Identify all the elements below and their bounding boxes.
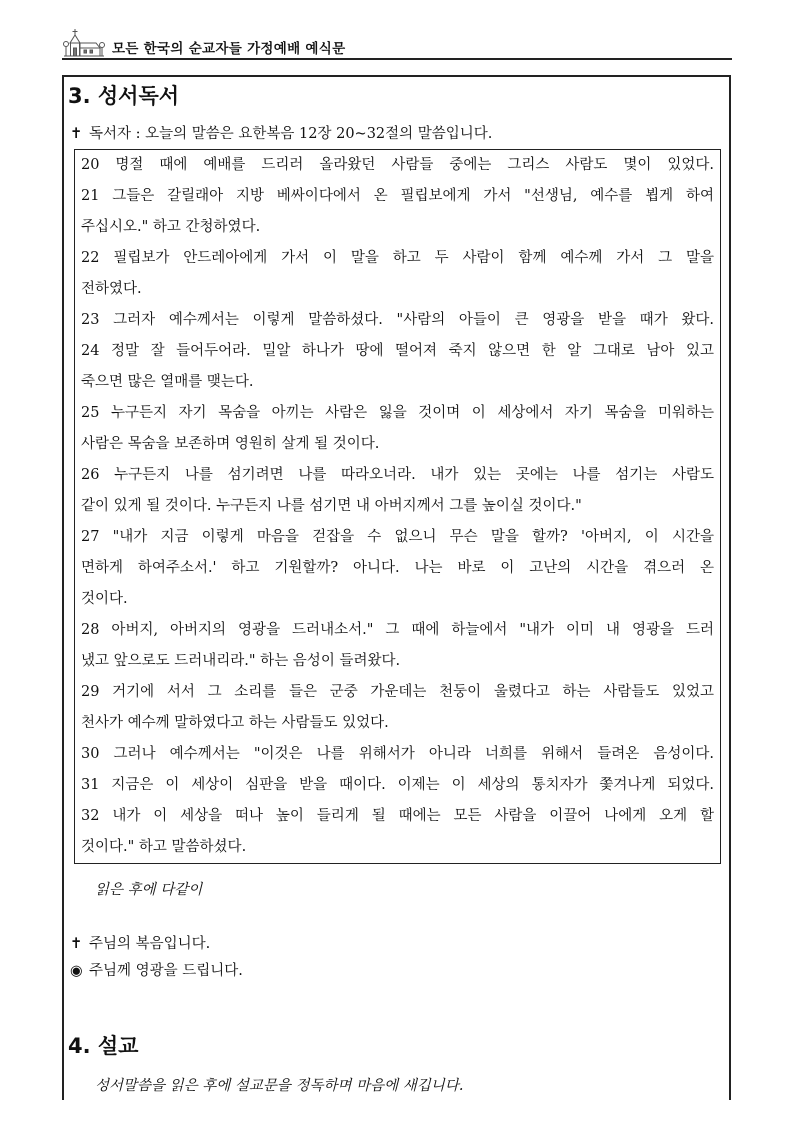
scripture-box: [74, 149, 721, 864]
cross-icon: ✝: [70, 126, 83, 142]
verse-line: 사람은 목숨을 보존하며 영원히 살게 될 것이다.: [81, 436, 380, 452]
verse-line: 것이다." 하고 말씀하셨다.: [81, 839, 247, 855]
bullseye-icon: ◉: [70, 963, 83, 979]
verse-line: 주십시오." 하고 간청하였다.: [81, 219, 261, 235]
verse-line: 죽으면 많은 열매를 맺는다.: [81, 374, 254, 390]
after-reading-instruction: 읽은 후에 다같이: [95, 882, 203, 898]
response-all-text: 주님께 영광을 드립니다.: [89, 963, 243, 979]
verse-line: 전하였다.: [81, 281, 142, 297]
reader-text: 독서자 : 오늘의 말씀은 요한복음 12장 20~32절의 말씀입니다.: [89, 126, 493, 142]
verse-line: 것이다.: [81, 591, 128, 607]
reader-line: [70, 122, 492, 143]
document-title: 모든 한국의 순교자들 가정예배 예식문: [112, 41, 346, 57]
verse-line: 21 그들은 갈릴래아 지방 베싸이다에서 온 필립보에게 가서 "선생님, 예수를 뵙게 하여: [81, 188, 714, 204]
verse-line: 26 누구든지 나를 섬기려면 나를 따라오너라. 내가 있는 곳에는 나를 섬기는 사람도: [81, 467, 714, 483]
church-icon: [62, 28, 106, 58]
response-leader: [70, 932, 210, 953]
verse-line: 같이 있게 될 것이다. 누구든지 나를 섬기면 내 아버지께서 그를 높이실 것이다.": [81, 498, 582, 514]
response-leader-text: 주님의 복음입니다.: [89, 936, 211, 952]
verse-line: 27 "내가 지금 이렇게 마음을 걷잡을 수 없으니 무슨 말을 할까? '아버지, 이 시간을: [81, 529, 714, 545]
verse-line: 30 그러나 예수께서는 "이것은 나를 위해서가 아니라 너희를 위해서 들려온 음성이다.: [81, 746, 714, 762]
verse-line: 면하게 하여주소서.' 하고 기원할까? 아니다. 나는 바로 이 고난의 시간을 겪으러 온: [81, 560, 714, 576]
verse-line: 28 아버지, 아버지의 영광을 드러내소서." 그 때에 하늘에서 "내가 이미 내 영광을 드러: [81, 622, 714, 638]
verse-line: 20 명절 때에 예배를 드리러 올라왔던 사람들 중에는 그리스 사람도 몇이 있었다.: [81, 157, 714, 173]
cross-icon: ✝: [70, 936, 83, 952]
page-header: [62, 26, 732, 58]
verse-line: 24 정말 잘 들어두어라. 밀알 하나가 땅에 떨어져 죽지 않으면 한 알 그대로 남아 있고: [81, 343, 714, 359]
response-all: [70, 959, 243, 980]
verse-line: 천사가 예수께 말하였다고 하는 사람들도 있었다.: [81, 715, 389, 731]
verse-line: 22 필립보가 안드레아에게 가서 이 말을 하고 두 사람이 함께 예수께 가서 그 말을: [81, 250, 714, 266]
verse-line: 32 내가 이 세상을 떠나 높이 들리게 될 때에는 모든 사람을 이끌어 나에게 오게 할: [81, 808, 714, 824]
verse-line: 23 그러자 예수께서는 이렇게 말씀하셨다. "사람의 아들이 큰 영광을 받을 때가 왔다.: [81, 312, 714, 328]
verse-line: 냈고 앞으로도 드러내리라." 하는 음성이 들려왔다.: [81, 653, 401, 669]
verse-line: 31 지금은 이 세상이 심판을 받을 때이다. 이제는 이 세상의 통치자가 쫓겨나게 되었다.: [81, 777, 714, 793]
header-divider: [62, 58, 732, 60]
section-title-sermon: 4. 설교: [68, 1034, 139, 1058]
verse-line: 29 거기에 서서 그 소리를 들은 군중 가운데는 천둥이 울렸다고 하는 사람들도 있었고: [81, 684, 714, 700]
section-title-reading: 3. 성서독서: [68, 84, 180, 108]
verse-line: 25 누구든지 자기 목숨을 아끼는 사람은 잃을 것이며 이 세상에서 자기 목숨을 미워하는: [81, 405, 714, 421]
sermon-instruction: 성서말씀을 읽은 후에 설교문을 정독하며 마음에 새깁니다.: [95, 1078, 464, 1094]
